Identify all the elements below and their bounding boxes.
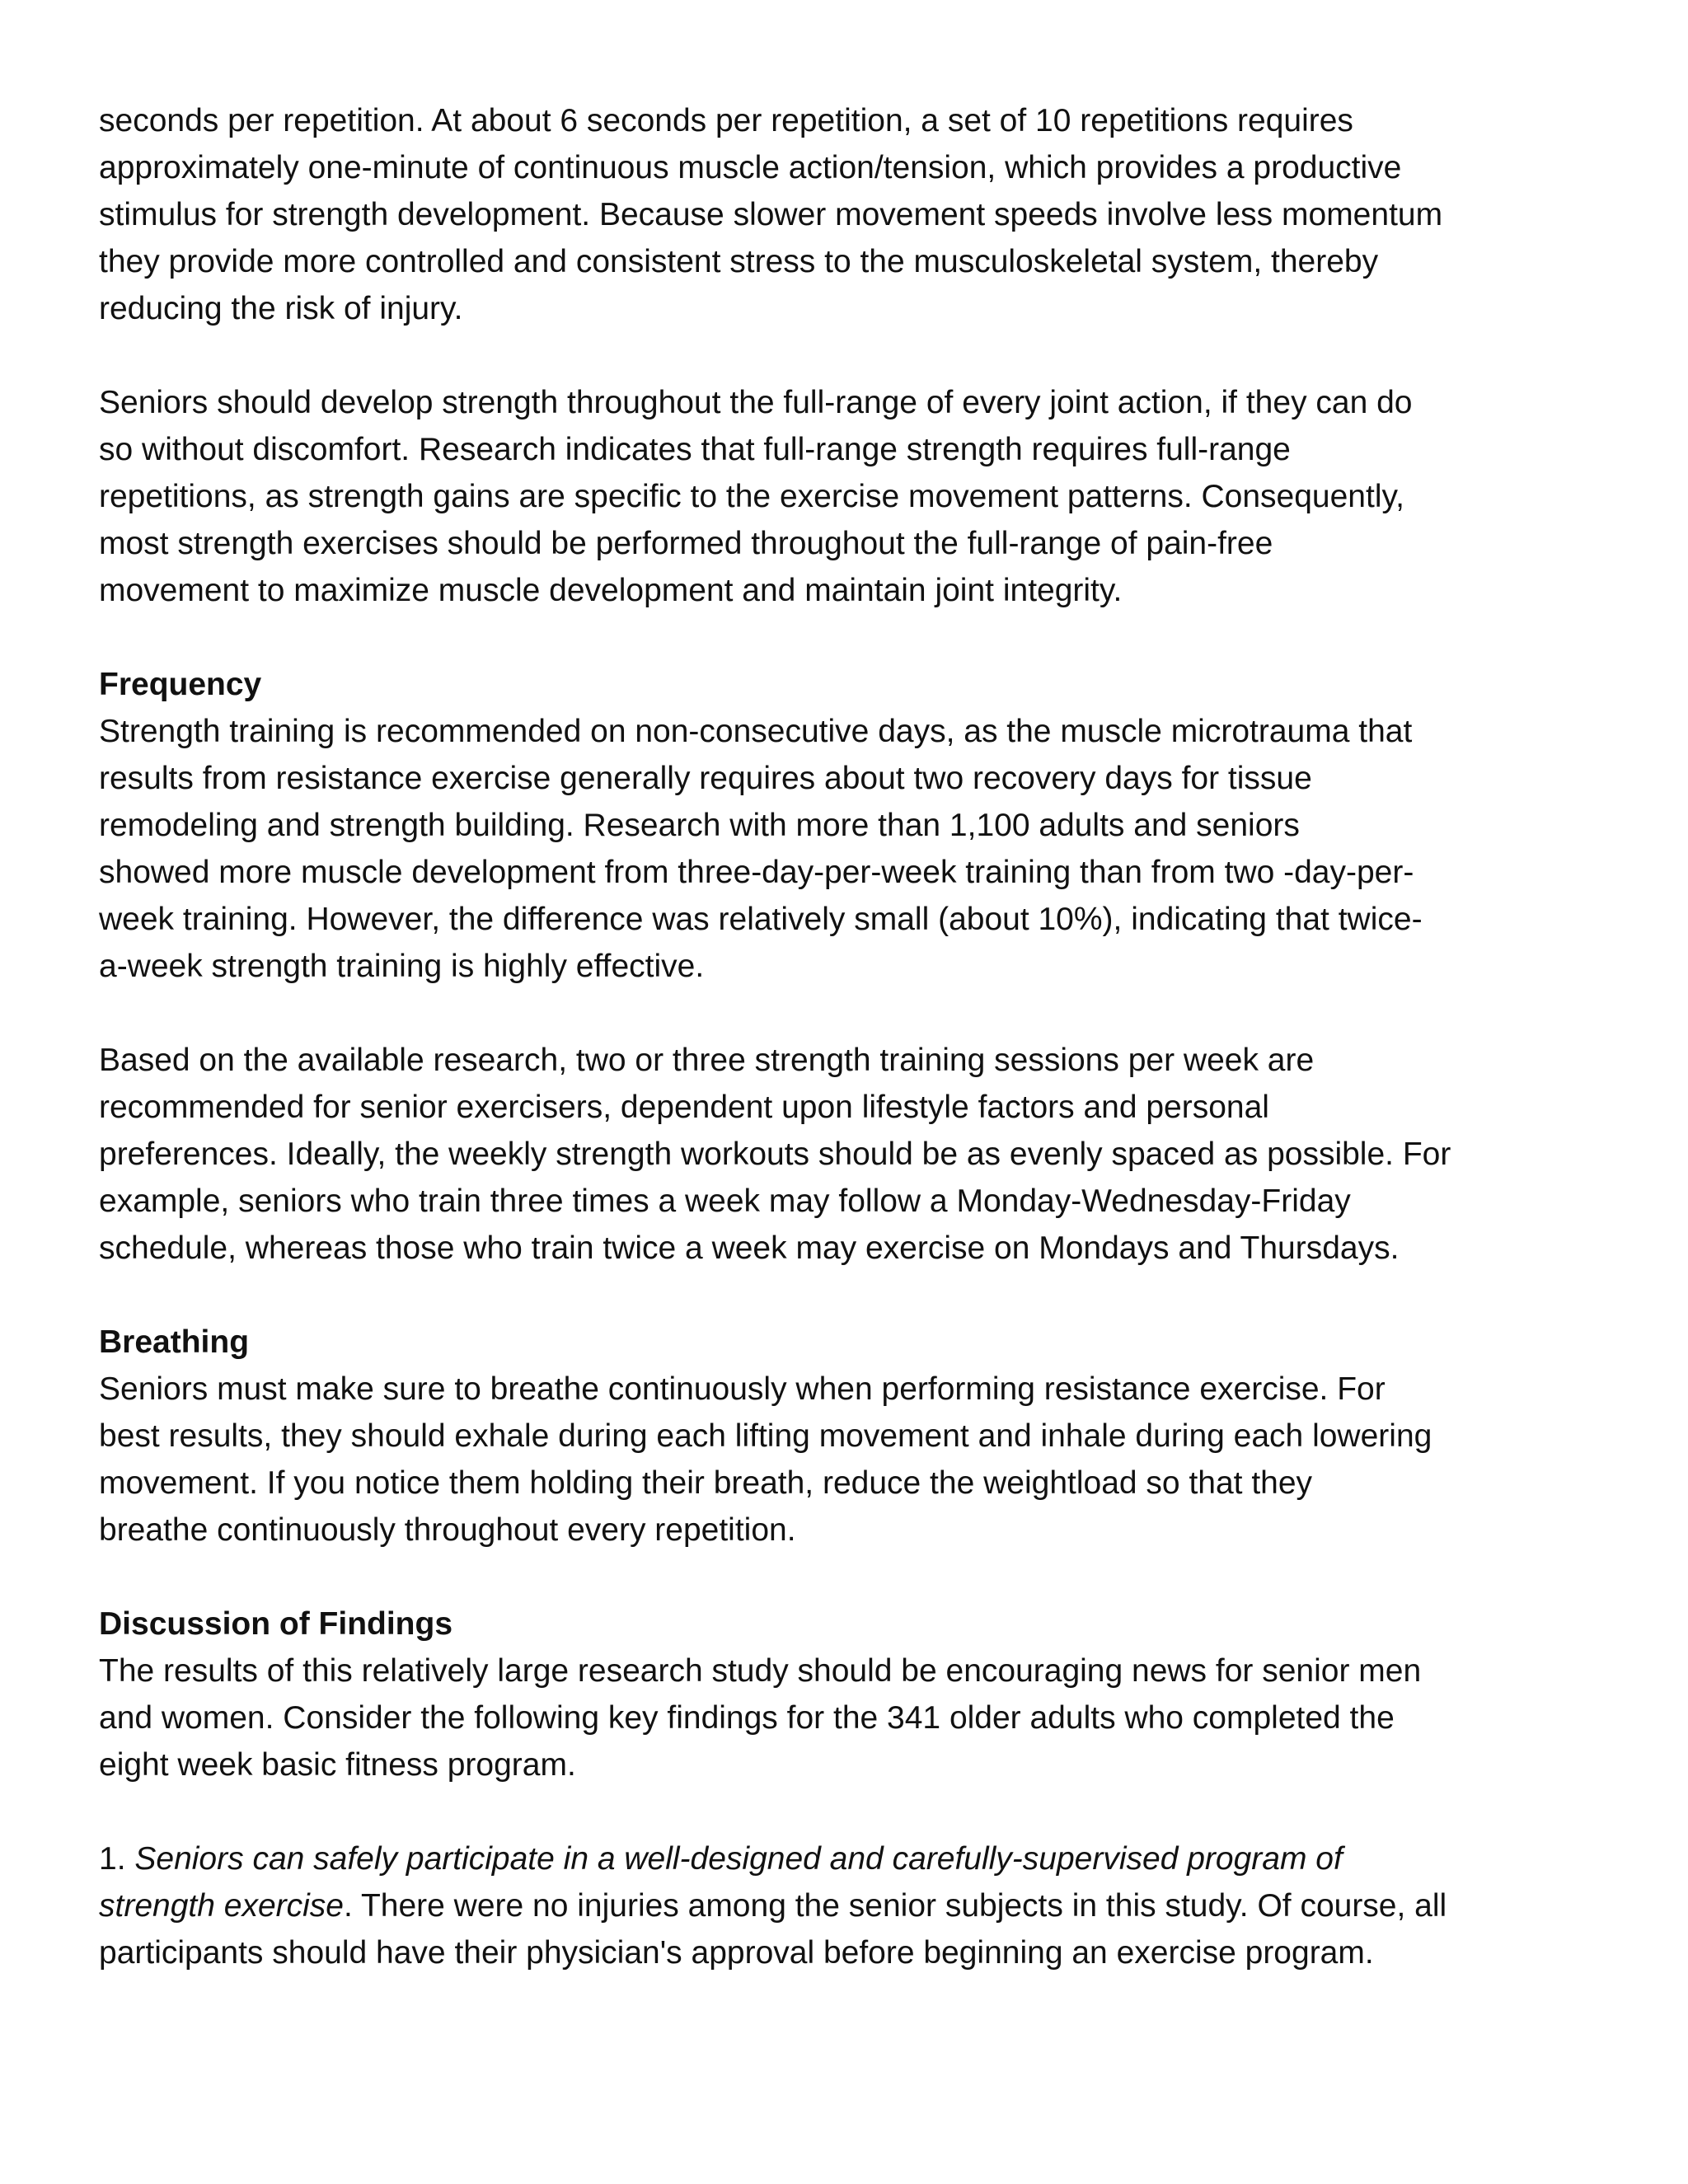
text-line: they provide more controlled and consistent stress to the musculoskeletal system, thereby bbox=[99, 244, 1379, 279]
text-line: most strength exercises should be performed throughout the full-range of pain-free bbox=[99, 526, 1273, 561]
paragraph-full-range bbox=[99, 379, 1599, 614]
finding-emphasis: strength exercise bbox=[99, 1888, 344, 1924]
finding-text: . There were no injuries among the senior subjects in this study. Of course, all bbox=[343, 1888, 1447, 1924]
text-line: results from resistance exercise generally requires about two recovery days for tissue bbox=[99, 761, 1312, 796]
finding-emphasis: Seniors can safely participate in a well-designed and carefully-supervised program of bbox=[134, 1841, 1343, 1877]
text-line: week training. However, the difference was relatively small (about 10%), indicating that twice- bbox=[99, 902, 1423, 937]
text-line: so without discomfort. Research indicates that full-range strength requires full-range bbox=[99, 432, 1291, 467]
paragraph-frequency-recommendation bbox=[99, 1037, 1599, 1272]
text-line: stimulus for strength development. Because slower movement speeds involve less momentum bbox=[99, 197, 1443, 232]
paragraph-intro bbox=[99, 97, 1599, 332]
text-line: schedule, whereas those who train twice a week may exercise on Mondays and Thursdays. bbox=[99, 1230, 1400, 1266]
text-line: participants should have their physician's approval before beginning an exercise program. bbox=[99, 1935, 1374, 1971]
section-heading-frequency: Frequency bbox=[99, 667, 262, 702]
section-breathing bbox=[99, 1319, 1599, 1554]
text-line: and women. Consider the following key findings for the 341 older adults who completed the bbox=[99, 1700, 1395, 1736]
section-frequency bbox=[99, 661, 1599, 990]
text-line: showed more muscle development from three-day-per-week training than from two -day-per- bbox=[99, 855, 1414, 890]
finding-1 bbox=[99, 1835, 1599, 1976]
text-line: remodeling and strength building. Research with more than 1,100 adults and seniors bbox=[99, 808, 1300, 843]
section-heading-breathing: Breathing bbox=[99, 1324, 250, 1360]
text-line: Based on the available research, two or three strength training sessions per week are bbox=[99, 1043, 1315, 1078]
text-line: example, seniors who train three times a week may follow a Monday-Wednesday-Friday bbox=[99, 1183, 1351, 1219]
section-discussion bbox=[99, 1601, 1599, 1788]
text-line: seconds per repetition. At about 6 seconds per repetition, a set of 10 repetitions requires bbox=[99, 103, 1353, 138]
text-line: Strength training is recommended on non-consecutive days, as the muscle microtrauma that bbox=[99, 714, 1413, 749]
text-line: a-week strength training is highly effective. bbox=[99, 949, 705, 984]
text-line: The results of this relatively large research study should be encouraging news for senior men bbox=[99, 1653, 1422, 1689]
text-line: movement to maximize muscle development and maintain joint integrity. bbox=[99, 573, 1123, 608]
text-line: Seniors should develop strength throughout the full-range of every joint action, if they can do bbox=[99, 385, 1413, 420]
text-line: movement. If you notice them holding their breath, reduce the weightload so that they bbox=[99, 1465, 1313, 1501]
text-line: Seniors must make sure to breathe continuously when performing resistance exercise. For bbox=[99, 1371, 1386, 1407]
text-line: reducing the risk of injury. bbox=[99, 291, 463, 326]
finding-1-line-1 bbox=[99, 1835, 1599, 1882]
section-heading-discussion: Discussion of Findings bbox=[99, 1606, 453, 1642]
text-line: preferences. Ideally, the weekly strength workouts should be as evenly spaced as possible. For bbox=[99, 1137, 1451, 1172]
text-line: recommended for senior exercisers, dependent upon lifestyle factors and personal bbox=[99, 1090, 1269, 1125]
document-body bbox=[99, 97, 1599, 1976]
text-line: breathe continuously throughout every repetition. bbox=[99, 1512, 796, 1548]
text-line: eight week basic fitness program. bbox=[99, 1747, 576, 1783]
text-line: repetitions, as strength gains are specific to the exercise movement patterns. Consequently, bbox=[99, 479, 1404, 514]
finding-1-line-2 bbox=[99, 1882, 1599, 1929]
text-line: approximately one-minute of continuous muscle action/tension, which provides a productive bbox=[99, 150, 1402, 185]
finding-number: 1. bbox=[99, 1841, 135, 1877]
text-line: best results, they should exhale during each lifting movement and inhale during each lowering bbox=[99, 1418, 1432, 1454]
